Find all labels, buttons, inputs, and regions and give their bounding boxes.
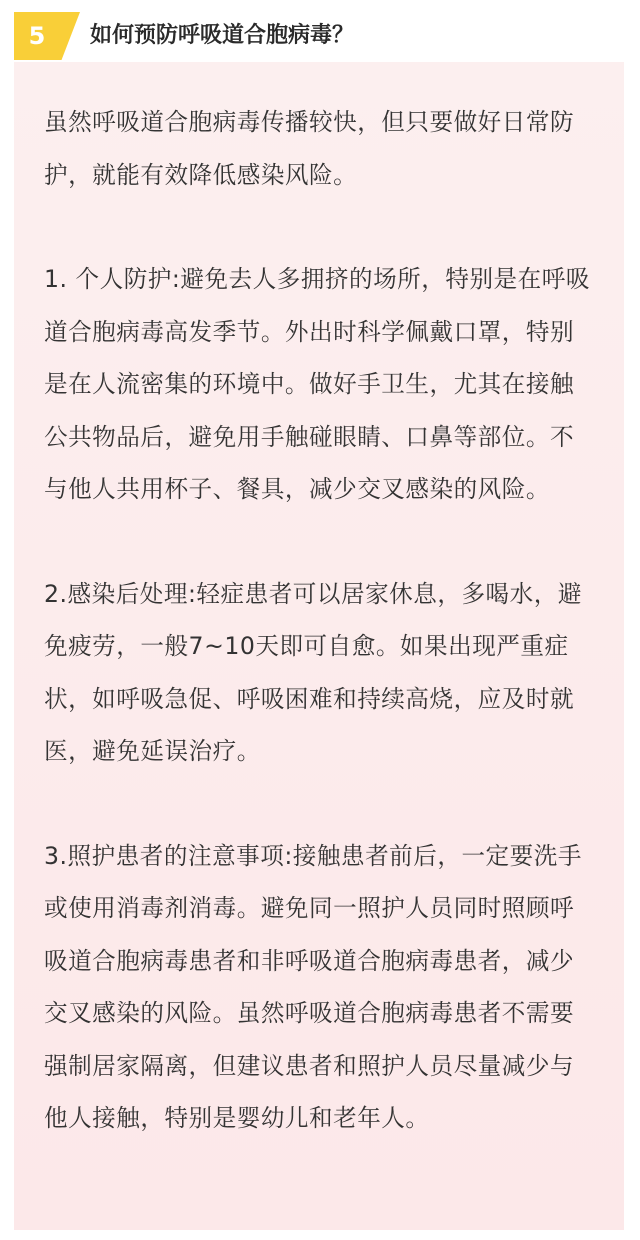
personal-protection-paragraph: 1. 个人防护:避免去人多拥挤的场所，特别是在呼吸道合胞病毒高发季节。外出时科学佩戴口罩，特别是在人流密集的环境中。做好手卫生，尤其在接触公共物品后，避免用手触碰眼睛、口鼻等部位。不与他人共用杯子、餐具，减少交叉感染的风险。 <box>44 265 590 503</box>
section-number: 5 <box>28 22 46 50</box>
content-panel <box>14 62 624 1230</box>
section-header <box>0 10 640 62</box>
caregiver-notes-paragraph: 3.照护患者的注意事项:接触患者前后，一定要洗手或使用消毒剂消毒。避免同一照护人员同时照顾呼吸道合胞病毒患者和非呼吸道合胞病毒患者，减少交叉感染的风险。虽然呼吸道合胞病毒患者不需要强制居家隔离，但建议患者和照护人员尽量减少与他人接触，特别是婴幼儿和老年人。 <box>44 841 582 1132</box>
intro-paragraph: 虽然呼吸道合胞病毒传播较快，但只要做好日常防护，就能有效降低感染风险。 <box>44 108 575 189</box>
post-infection-paragraph: 2.感染后处理:轻症患者可以居家休息，多喝水，避免疲劳，一般7~10天即可自愈。如果出现严重症状，如呼吸急促、呼吸困难和持续高烧，应及时就医，避免延误治疗。 <box>44 579 582 765</box>
section-title: 如何预防呼吸道合胞病毒？ <box>90 23 355 48</box>
